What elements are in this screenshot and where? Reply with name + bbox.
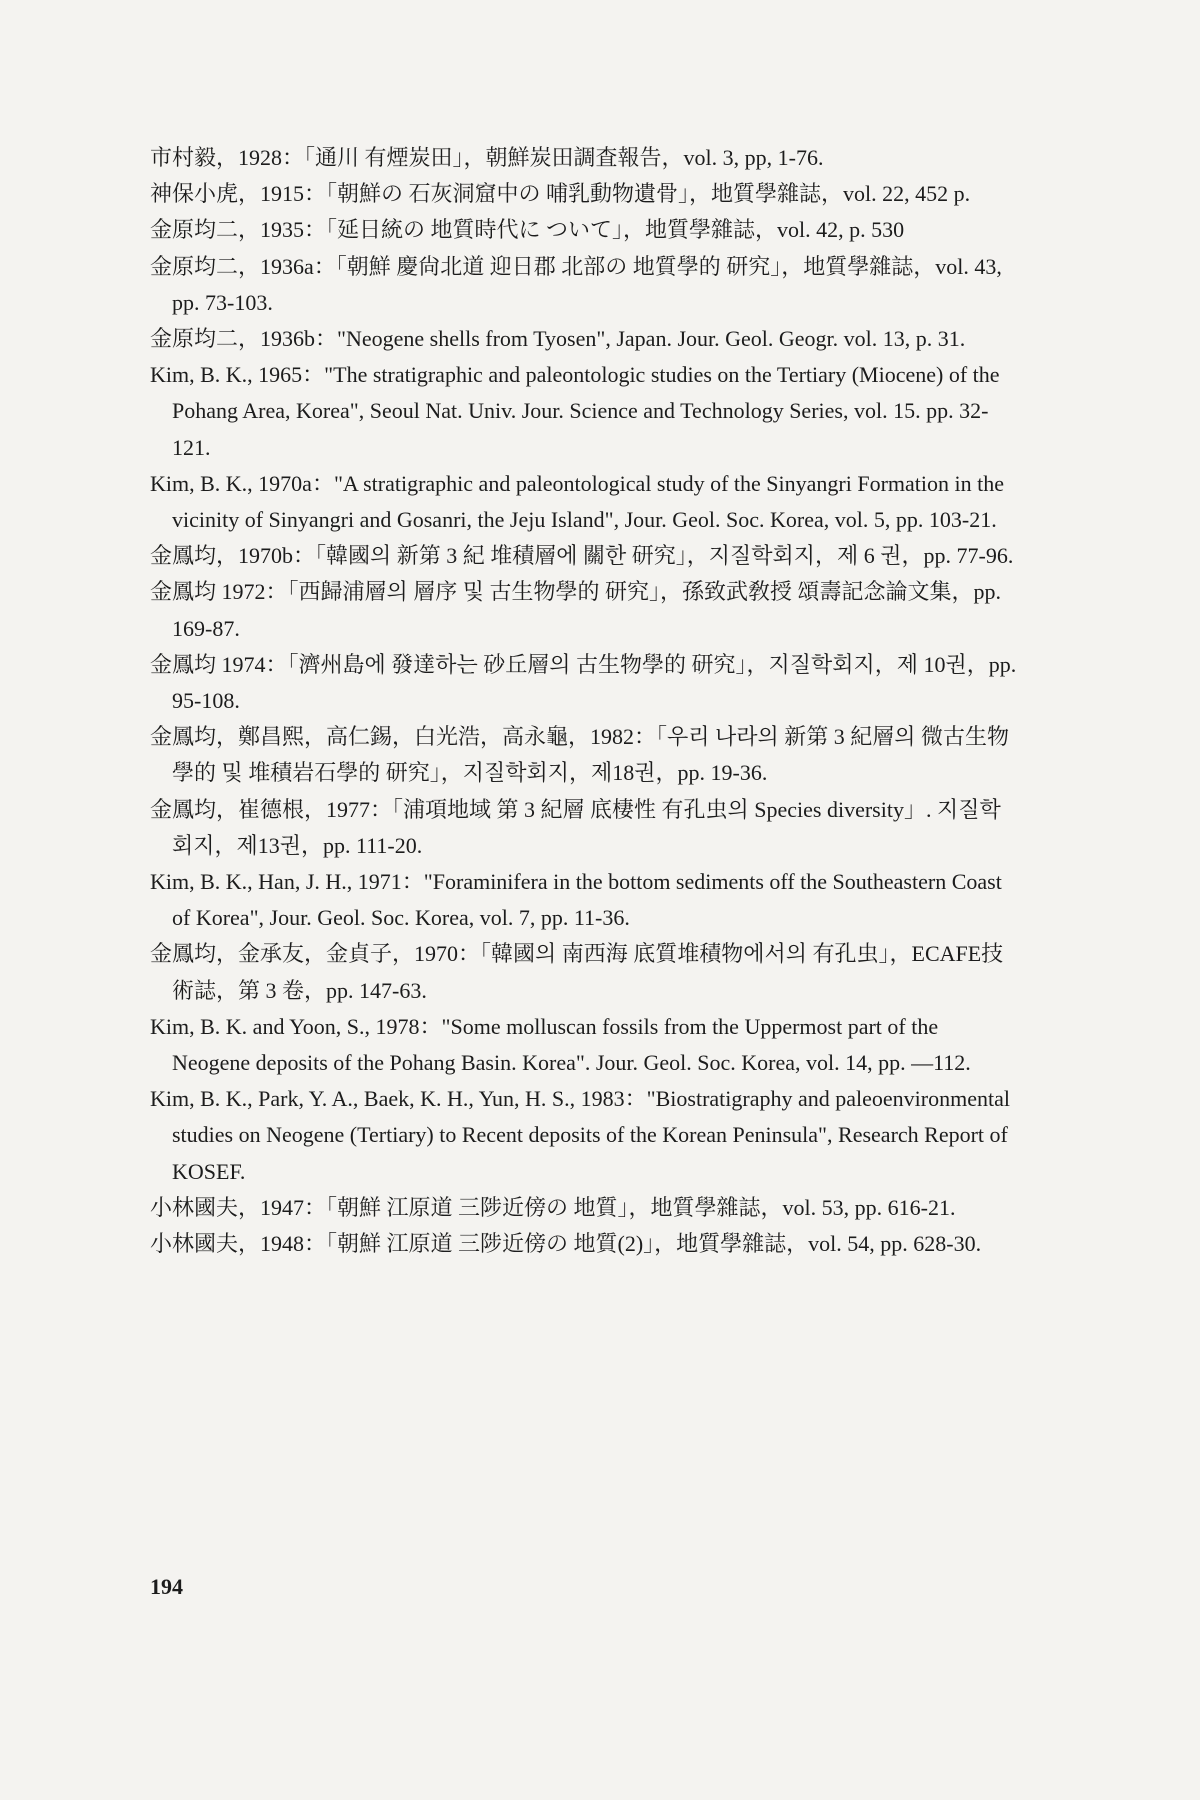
reference-entry: 金鳳均，鄭昌熙，高仁錫，白光浩，高永龜，1982：「우리 나라의 新第 3 紀層의 微古生物學的 및 堆積岩石學的 研究」，지질학회지，제18권，pp. 19-36. (150, 724, 1010, 786)
reference-entry: 金鳳均 1972：「西歸浦層의 層序 및 古生物學的 研究」，孫致武敎授 頌壽記念論文集，pp. 169-87. (150, 579, 1002, 641)
reference-entry: 金鳳均，崔德根，1977：「浦項地域 第 3 紀層 底棲性 有孔虫의 Species diversity」. 지질학회지，제13권，pp. 111-20. (150, 796, 1001, 858)
reference-entry: 市村毅，1928：「通川 有煙炭田」，朝鮮炭田調査報告，vol. 3, pp, 1-76. (150, 145, 824, 170)
reference-entry: 金原均二，1936a：「朝鮮 慶尙北道 迎日郡 北部の 地質學的 研究」，地質學雜誌，vol. 43, pp. 73-103. (150, 253, 1002, 315)
reference-entry: 小林國夫，1947：「朝鮮 江原道 三陟近傍の 地質」，地質學雜誌，vol. 53, pp. 616-21. (150, 1194, 956, 1220)
page-number: 194 (150, 1574, 183, 1599)
reference-entry: 神保小虎，1915：「朝鮮の 石灰洞窟中の 哺乳動物遺骨」，地質學雜誌，vol. 22, 452 p. (150, 181, 971, 207)
reference-entry: Kim, B. K., Park, Y. A., Baek, K. H., Yun, H. S., 1983："Biostratigraphy and paleoenvironmental studies on Neogene (Tertiary) to Recent deposits of the Korean Peninsula", Research Report of KOSEF. (150, 1086, 1010, 1184)
reference-entry: 金原均二，1936b："Neogene shells from Tyosen", Japan. Jour. Geol. Geogr. vol. 13, p. 31. (150, 326, 966, 352)
reference-entry: 金鳳均，1970b：「韓國의 新第 3 紀 堆積層에 關한 研究」，지질학회지，제 6 권，pp. 77-96. (150, 543, 1014, 569)
reference-entry: 小林國夫，1948：「朝鮮 江原道 三陟近傍の 地質(2)」，地質學雜誌，vol. 54, pp. 628-30. (150, 1231, 982, 1257)
reference-entry: Kim, B. K., 1970a："A stratigraphic and paleontological study of the Sinyangri Formation in the vicinity of Sinyangri and Gosanri, the Jeju Island", Jour. Geol. Soc. Korea, vol. 5, pp. 103-21. (150, 470, 1005, 533)
reference-entry: Kim, B. K. and Yoon, S., 1978："Some molluscan fossils from the Uppermost part of the Neogene deposits of the Pohang Basin. Korea". Jour. Geol. Soc. Korea, vol. 14, pp. —112. (150, 1013, 971, 1076)
reference-entry: Kim, B. K., 1965："The stratigraphic and paleontologic studies on the Tertiary (Miocene) of the Pohang Area, Korea", Seoul Nat. Univ. Jour. Science and Technology Series, vol. 15. pp. 32-121. (150, 362, 1000, 460)
reference-entry: Kim, B. K., Han, J. H., 1971："Foraminifera in the bottom sediments off the Southeastern Coast of Korea", Jour. Geol. Soc. Korea, vol. 7, pp. 11-36. (150, 869, 1002, 931)
reference-entry: 金鳳均，金承友，金貞子，1970：「韓國의 南西海 底質堆積物에서의 有孔虫」，ECAFE技術誌，第 3 卷，pp. 147-63. (150, 941, 1004, 1003)
reference-entry: 金原均二，1935：「延日統の 地質時代に ついて」，地質學雜誌，vol. 42, p. 530 (150, 217, 905, 243)
reference-list (150, 140, 1018, 1262)
reference-entry: 金鳳均 1974：「濟州島에 發達하는 砂丘層의 古生物學的 研究」，지질학회지，제 10권，pp. 95-108. (150, 651, 1017, 714)
